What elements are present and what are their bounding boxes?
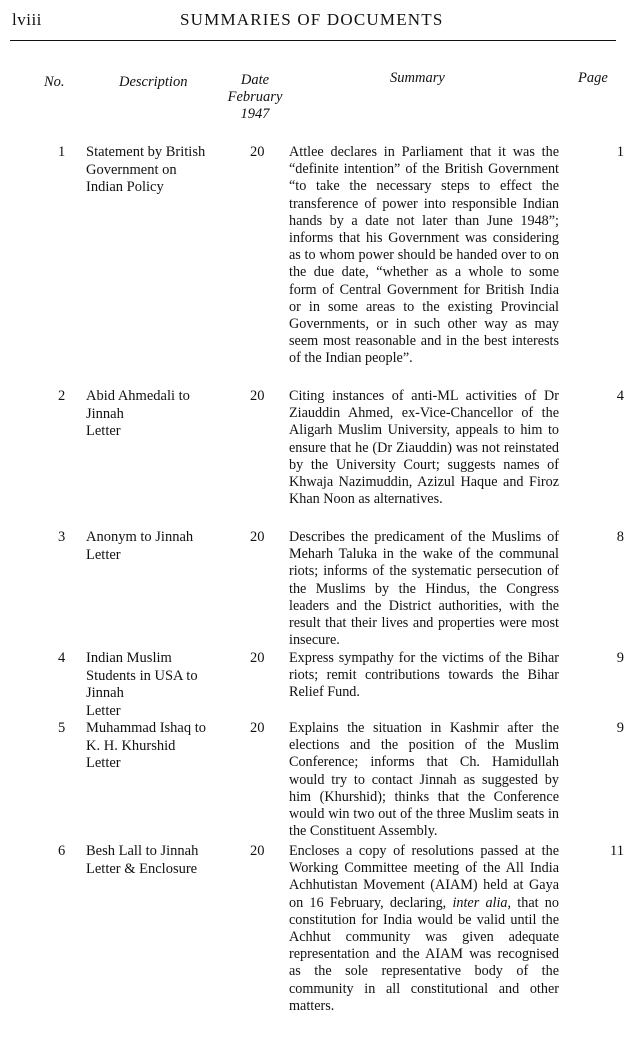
- entry-date: 20: [250, 843, 265, 859]
- column-header-page: Page: [578, 70, 608, 86]
- column-header-description: Description: [119, 74, 188, 90]
- description-line: Students in USA to: [86, 667, 198, 684]
- entry-date: 20: [250, 529, 265, 545]
- entry-page: 4: [616, 388, 624, 404]
- description-line: Statement by British: [86, 144, 206, 160]
- description-line: Letter: [86, 755, 121, 772]
- running-head: SUMMARIES OF DOCUMENTS: [180, 10, 444, 29]
- entry-description: [86, 529, 231, 564]
- column-header-date: [226, 72, 284, 123]
- entry-number: 5: [58, 720, 66, 736]
- entry-summary: Attlee declares in Parliament that it was the “definite intention” of the British Government “to take the necessary steps to effect the transference of power into responsible Indian hands by a date not later than June 1948”; informs that his Government was considering as to whom power should be handed over to on the due date, “whether as a whole to some form of Central Government for British India or in some areas to the existing Provincial Governments, or in such other way as may seem most reasonable and in the best interests of the Indian people”.: [289, 144, 559, 367]
- description-line: Letter & Enclosure: [86, 860, 198, 877]
- entry-summary: [289, 843, 559, 1015]
- summary-italic-text: inter alia: [452, 894, 508, 911]
- entry-page: 1: [616, 144, 624, 160]
- entry-date: 20: [250, 144, 265, 160]
- entry-description: [86, 144, 231, 197]
- entry-description: [86, 843, 231, 878]
- description-line: Government on: [86, 161, 177, 178]
- entry-number: 2: [58, 388, 66, 404]
- entry-number: 3: [58, 529, 66, 545]
- summary-text: , that no constitution for India would be valid until the Achhut community was given adequate representation and the AIAM was recognised as the sole representative body of the community in all constitutional and other matters.: [289, 894, 559, 1014]
- entry-number: 6: [58, 843, 66, 859]
- description-line: Anonym to Jinnah: [86, 529, 194, 545]
- summary-text: Encloses a copy of resolutions passed at the Working Committee meeting of the All India Achhutistan Movement (AIAM) held at Gaya on 16 February, declaring,: [289, 843, 559, 911]
- entry-page: 9: [616, 650, 624, 666]
- entry-page: 9: [616, 720, 624, 736]
- entry-date: 20: [250, 720, 265, 736]
- description-line: Jinnah: [86, 405, 124, 422]
- column-header-date-line: 1947: [240, 106, 270, 122]
- entry-summary: Describes the predicament of the Muslims of Meharh Taluka in the wake of the communal riots; informs of the systematic persecution of the Muslims by the Hindus, the Congress leaders and the District authorities, with the result that their lives and properties were most insecure.: [289, 529, 559, 649]
- entry-description: [86, 650, 231, 721]
- description-line: Letter: [86, 703, 121, 720]
- entry-date: 20: [250, 650, 265, 666]
- column-header-date-line: February: [227, 89, 283, 105]
- entry-summary: Citing instances of anti-ML activities of Dr Ziauddin Ahmed, ex-Vice-Chancellor of the Aligarh Muslim University, appeals to him to ensure that he (Dr Ziauddin) was not reinstated by the University Court; suggests names of Khwaja Nazimuddin, Azizul Haque and Firoz Khan Noon as alternatives.: [289, 388, 559, 508]
- entry-page: 11: [610, 843, 624, 859]
- column-header-no: No.: [44, 74, 65, 90]
- description-line: Muhammad Ishaq to: [86, 720, 207, 736]
- description-line: Jinnah: [86, 685, 124, 702]
- description-line: Besh Lall to Jinnah: [86, 843, 199, 859]
- description-line: Indian Muslim: [86, 650, 172, 666]
- entry-description: [86, 720, 231, 773]
- header-rule: [10, 40, 616, 41]
- description-line: Abid Ahmedali to: [86, 388, 190, 404]
- column-header-date-line: Date: [240, 72, 270, 88]
- description-line: Indian Policy: [86, 179, 164, 196]
- entry-summary: Express sympathy for the victims of the Bihar riots; remit contributions towards the Bihar Relief Fund.: [289, 650, 559, 701]
- entry-number: 4: [58, 650, 66, 666]
- page-number: lviii: [12, 10, 42, 29]
- entry-number: 1: [58, 144, 66, 160]
- description-line: Letter: [86, 546, 121, 563]
- description-line: K. H. Khurshid: [86, 737, 176, 754]
- column-header-summary: Summary: [390, 70, 445, 86]
- entry-summary: Explains the situation in Kashmir after the elections and the position of the Muslim Conference; informs that Ch. Hamidullah would try to contact Jinnah as suggested by him (Khurshid); thinks that the Conference would win two out of the three Muslim seats in the Constituent Assembly.: [289, 720, 559, 840]
- description-line: Letter: [86, 423, 121, 440]
- entry-description: [86, 388, 231, 441]
- entry-date: 20: [250, 388, 265, 404]
- entry-page: 8: [616, 529, 624, 545]
